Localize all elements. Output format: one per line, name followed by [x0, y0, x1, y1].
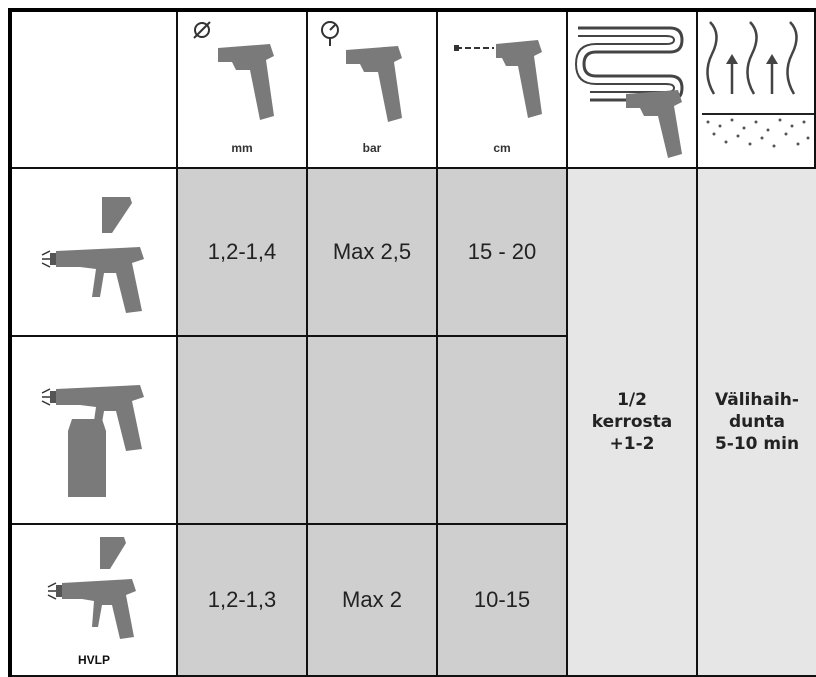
spray-pattern-coats-icon [570, 14, 696, 164]
flash-line-3: 5-10 min [714, 434, 800, 454]
row-suction-gun-cell [12, 337, 178, 525]
diameter-value-1: 1,2-1,4 [207, 239, 277, 264]
header-empty-cell [12, 12, 178, 169]
suction-feed-spray-gun-icon [20, 357, 170, 507]
header-pressure-cell [308, 12, 438, 169]
row-gravity-gun-cell [12, 169, 178, 337]
header-coats-cell [568, 12, 698, 169]
diameter-value-3: 1,2-1,3 [207, 587, 277, 612]
coats-text [568, 389, 696, 455]
distance-cell-3 [438, 525, 568, 677]
flash-line-2: dunta [729, 412, 785, 432]
header-flash-cell [698, 12, 816, 169]
coats-merged-cell [568, 169, 698, 677]
coats-line-3: +1-2 [609, 434, 655, 454]
pressure-gauge-icon [316, 16, 426, 136]
pressure-cell-2 [308, 337, 438, 525]
flash-line-1: Välihaih- [715, 390, 799, 410]
distance-cell-2 [438, 337, 568, 525]
coats-line-2: kerrosta [591, 412, 673, 432]
distance-value-3: 10-15 [473, 587, 531, 612]
diameter-cell-2 [178, 337, 308, 525]
flash-off-text [698, 389, 816, 455]
hvlp-spray-gun-icon [30, 533, 160, 643]
pressure-cell-1 [308, 169, 438, 337]
distance-cell-1 [438, 169, 568, 337]
diameter-cell-3 [178, 525, 308, 677]
nozzle-diameter-icon [188, 16, 298, 136]
hvlp-label: HVLP [77, 653, 110, 667]
row-hvlp-gun-cell [12, 525, 178, 677]
unit-mm: mm [231, 141, 253, 155]
gravity-feed-spray-gun-icon [20, 193, 170, 313]
coats-line-1: 1/2 [617, 390, 647, 410]
flash-off-merged-cell [698, 169, 816, 677]
unit-bar: bar [362, 141, 382, 155]
pressure-value-3: Max 2 [342, 587, 402, 612]
header-diameter-cell [178, 12, 308, 169]
flash-off-evaporation-icon [698, 14, 816, 164]
pressure-value-1: Max 2,5 [332, 239, 412, 264]
header-distance-cell [438, 12, 568, 169]
spray-distance-icon [446, 16, 556, 136]
unit-cm: cm [493, 141, 511, 155]
diameter-cell-1 [178, 169, 308, 337]
distance-value-1: 15 - 20 [467, 239, 537, 264]
pressure-cell-3 [308, 525, 438, 677]
